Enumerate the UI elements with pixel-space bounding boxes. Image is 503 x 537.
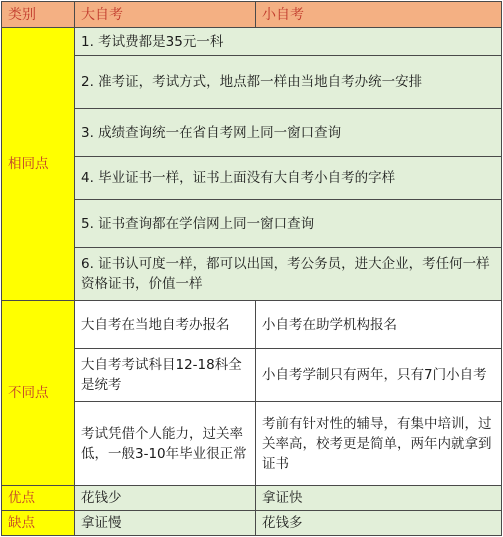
header-big-exam: 大自考 [75,2,256,28]
pros-label: 优点 [2,486,75,511]
cons-small-cell: 花钱多 [256,511,502,536]
diff-row [2,301,502,349]
header-small-exam: 小自考 [256,2,502,28]
same-item: 1. 考试费都是35元一科 [75,28,502,56]
same-item: 6. 证书认可度一样，都可以出国，考公务员，进大企业，考任何一样资格证书，价值一样 [75,248,502,301]
same-item: 3. 成绩查询统一在省自考网上同一窗口查询 [75,109,502,157]
diff-big-cell: 大自考考试科目12-18科全是统考 [75,349,256,402]
diff-big-cell: 考试凭借个人能力，过关率低，一般3-10年毕业很正常 [75,402,256,486]
diff-small-cell: 小自考在助学机构报名 [256,301,502,349]
same-row [2,56,502,109]
cons-label: 缺点 [2,511,75,536]
header-category: 类别 [2,2,75,28]
cons-big-cell: 拿证慢 [75,511,256,536]
diff-label: 不同点 [2,301,75,486]
diff-big-cell: 大自考在当地自考办报名 [75,301,256,349]
same-label: 相同点 [2,28,75,301]
same-item: 4. 毕业证书一样，证书上面没有大自考小自考的字样 [75,157,502,200]
same-row [2,248,502,301]
pros-big-cell: 花钱少 [75,486,256,511]
same-item: 2. 准考证，考试方式，地点都一样由当地自考办统一安排 [75,56,502,109]
same-row [2,109,502,157]
header-row [2,2,502,28]
pros-row [2,486,502,511]
diff-small-cell: 考前有针对性的辅导，有集中培训，过关率高，校考更是简单，两年内就拿到证书 [256,402,502,486]
same-item: 5. 证书查询都在学信网上同一窗口查询 [75,200,502,248]
diff-row [2,402,502,486]
diff-small-cell: 小自考学制只有两年，只有7门小自考 [256,349,502,402]
comparison-table [1,1,502,536]
pros-small-cell: 拿证快 [256,486,502,511]
same-row [2,200,502,248]
diff-row [2,349,502,402]
same-row [2,28,502,56]
cons-row [2,511,502,536]
same-row [2,157,502,200]
